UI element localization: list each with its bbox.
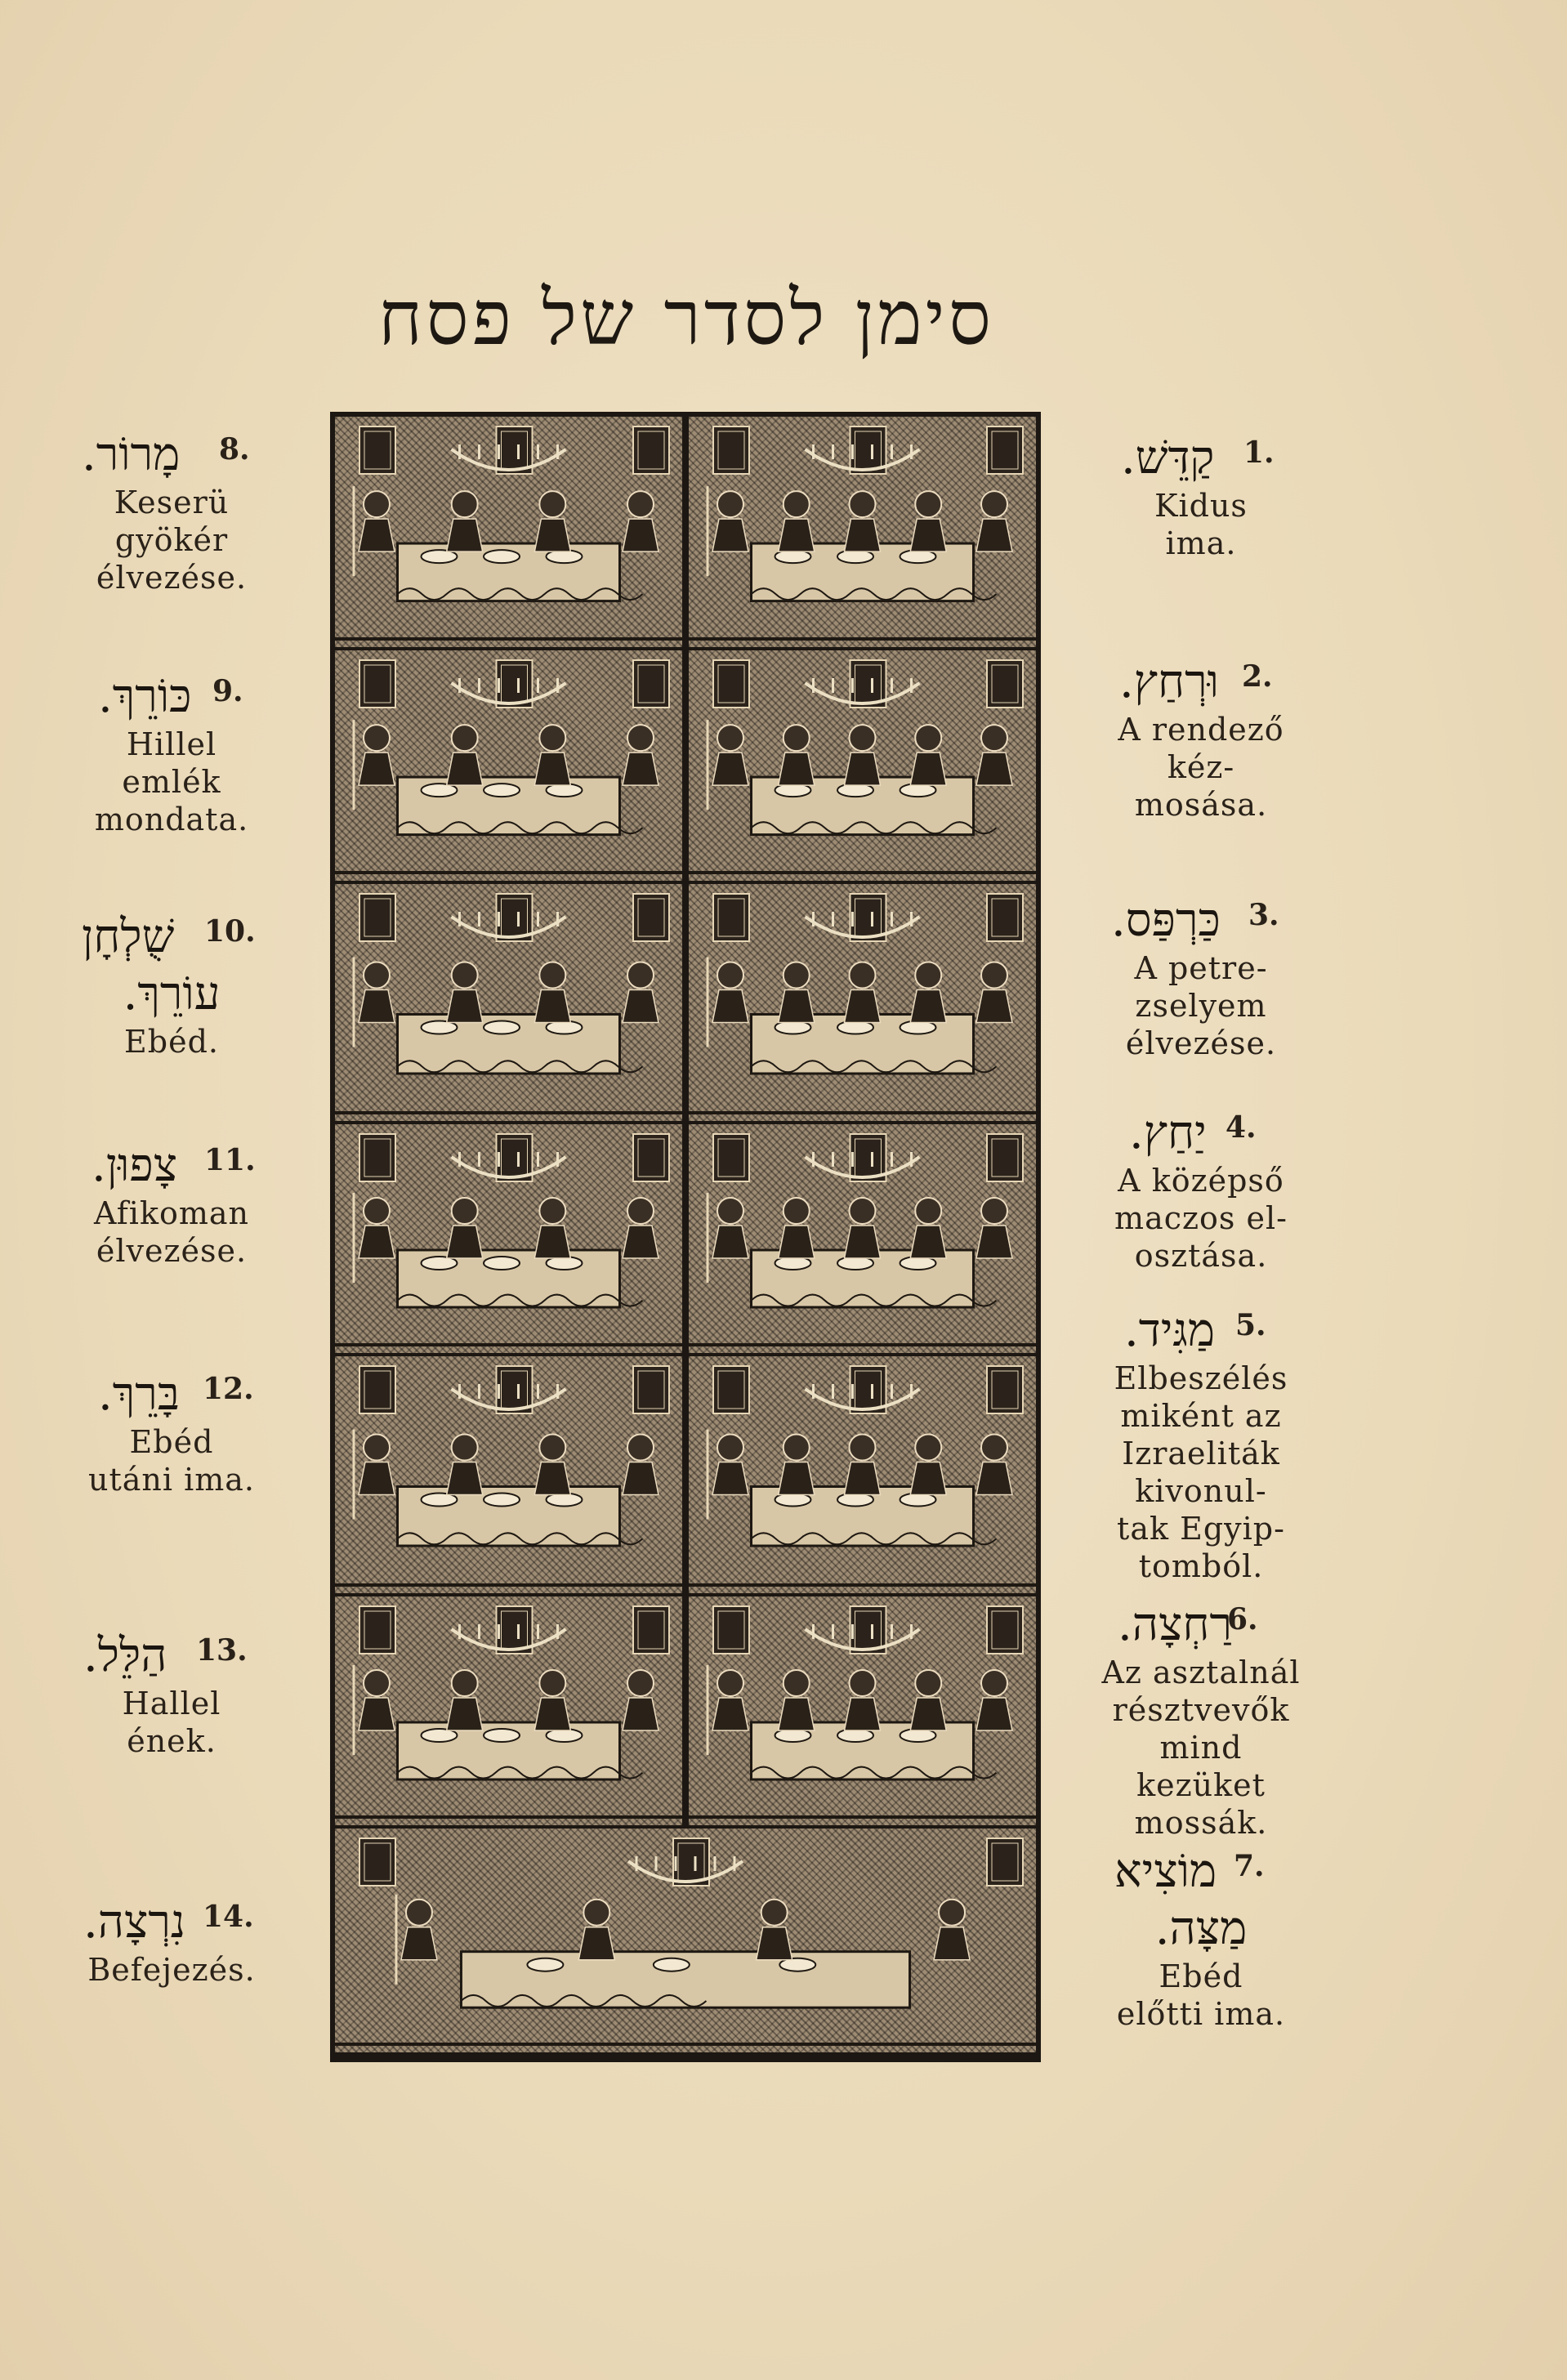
step-description: Hallel ének. bbox=[122, 1686, 221, 1759]
step-description: Keserü gyökér élvezése. bbox=[96, 484, 248, 596]
step-number: 2. bbox=[1242, 659, 1273, 694]
step-hebrew: יַחַץ. bbox=[1129, 1106, 1207, 1159]
step-14 bbox=[74, 1894, 270, 1989]
step-number: 3. bbox=[1248, 898, 1279, 932]
step-hebrew: שֻׁלְחָן bbox=[82, 910, 175, 963]
woodcut-panel bbox=[689, 1356, 1036, 1593]
step-description: Kidus ima. bbox=[1154, 488, 1248, 561]
step-7 bbox=[1087, 1843, 1315, 2033]
step-number: 1. bbox=[1243, 435, 1275, 470]
page-title: סימן לסדר של פסח bbox=[377, 275, 995, 362]
step-hebrew: וּרְחַץ. bbox=[1119, 655, 1219, 708]
woodcut-panel bbox=[335, 1596, 682, 1825]
step-hebrew: בָּרֵךְ. bbox=[98, 1368, 180, 1421]
step-description: A petre- zselyem élvezése. bbox=[1125, 950, 1277, 1061]
step-description: Ebéd előtti ima. bbox=[1116, 1958, 1286, 2032]
step-number: 7. bbox=[1234, 1849, 1265, 1883]
step-2 bbox=[1087, 654, 1315, 824]
step-1 bbox=[1087, 430, 1315, 562]
step-number: 12. bbox=[203, 1372, 254, 1406]
seder-woodcut-illustration bbox=[330, 412, 1041, 2062]
woodcut-panel bbox=[335, 1356, 682, 1593]
step-description: Befejezés. bbox=[87, 1952, 256, 1988]
step-description: Az asztalnál résztvevők mind kezüket mossák. bbox=[1101, 1654, 1301, 1841]
step-hebrew: נִרְצָה. bbox=[83, 1896, 186, 1949]
woodcut-panel bbox=[689, 1596, 1036, 1825]
step-hebrew: הַלֵּל. bbox=[83, 1629, 167, 1682]
step-number: 9. bbox=[212, 674, 243, 708]
woodcut-panel bbox=[689, 884, 1036, 1121]
step-description: Ebéd utáni ima. bbox=[87, 1424, 256, 1498]
woodcut-panel bbox=[689, 650, 1036, 881]
step-hebrew: כַּרְפַּס. bbox=[1111, 894, 1221, 947]
step-hebrew: מָרוֹר. bbox=[82, 428, 181, 481]
woodcut-panel bbox=[689, 1124, 1036, 1353]
step-hebrew: מַגִּיד. bbox=[1124, 1304, 1216, 1357]
step-hebrew: רַחְצָה. bbox=[1118, 1598, 1232, 1651]
step-13 bbox=[74, 1628, 270, 1760]
step-11 bbox=[74, 1137, 270, 1270]
step-hebrew: קַדֵּשׁ. bbox=[1121, 431, 1215, 484]
woodcut-panel bbox=[335, 650, 682, 881]
step-number: 14. bbox=[203, 1900, 254, 1934]
woodcut-panel bbox=[335, 884, 682, 1121]
step-10 bbox=[74, 909, 270, 1061]
woodcut-panel bbox=[335, 1124, 682, 1353]
step-hebrew-continued: מַצָּה. bbox=[1154, 1902, 1248, 1955]
step-8 bbox=[74, 426, 270, 596]
woodcut-panel-wide bbox=[335, 1829, 1036, 2052]
step-description: Ebéd. bbox=[124, 1024, 219, 1060]
step-number: 6. bbox=[1227, 1602, 1258, 1637]
step-number: 8. bbox=[219, 432, 250, 467]
step-hebrew: כּוֹרֵךְ. bbox=[98, 670, 192, 723]
step-9 bbox=[74, 668, 270, 838]
step-hebrew: צָפוּן. bbox=[92, 1139, 178, 1192]
woodcut-panel bbox=[689, 417, 1036, 647]
step-hebrew: מוֹצִיא bbox=[1114, 1845, 1217, 1898]
step-5 bbox=[1087, 1302, 1315, 1585]
step-number: 10. bbox=[204, 914, 256, 949]
step-hebrew-continued: עוֹרֵךְ. bbox=[123, 967, 221, 1020]
step-description: Elbeszélés miként az Izraeliták kivonul- tak Egyip- tomból. bbox=[1114, 1360, 1288, 1584]
step-number: 11. bbox=[204, 1143, 256, 1177]
step-description: Afikoman élvezése. bbox=[93, 1195, 250, 1269]
step-number: 13. bbox=[196, 1633, 248, 1668]
woodcut-panel bbox=[335, 417, 682, 647]
step-number: 5. bbox=[1235, 1308, 1266, 1342]
step-description: A középső maczos el- osztása. bbox=[1114, 1163, 1288, 1274]
step-6 bbox=[1078, 1596, 1324, 1842]
step-12 bbox=[74, 1366, 270, 1498]
step-description: A rendező kéz- mosása. bbox=[1118, 712, 1284, 823]
step-3 bbox=[1087, 892, 1315, 1062]
step-number: 4. bbox=[1225, 1110, 1257, 1145]
step-4 bbox=[1087, 1105, 1315, 1275]
step-description: Hillel emlék mondata. bbox=[94, 726, 249, 837]
